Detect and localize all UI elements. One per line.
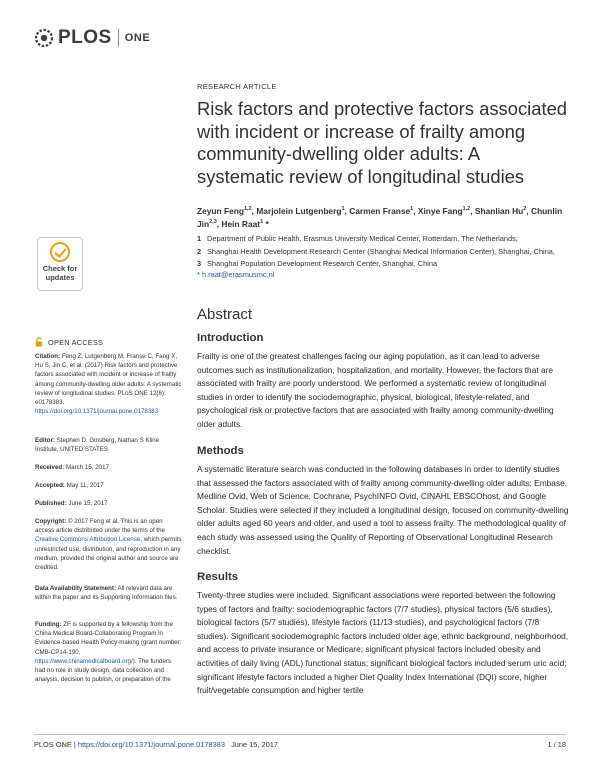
editor-block	[35, 436, 183, 454]
author-name: Shanlian Hu	[474, 205, 524, 216]
availability-label: Data Availability Statement:	[35, 585, 117, 592]
author-affiliation-marker: 1,2	[244, 206, 252, 212]
affiliation-number: 3	[197, 259, 202, 269]
citation-text: Feng Z, Lutgenberg M, Franse C, Fang X, Hu S, Jin C, et al. (2017) Risk factors and protective factors associated with incident or increase of frailty among community-dwelling older adults: A systematic review of longitudinal studies. PLoS ONE 12(6): e0178383.	[35, 353, 182, 407]
author-affiliation-marker: 2,3	[209, 219, 217, 226]
license-link[interactable]: Creative Commons Attribution License	[35, 536, 141, 544]
brand-name: PLOS	[58, 27, 112, 48]
author-separator: ,	[526, 205, 532, 216]
badge-line-1: Check for	[42, 264, 78, 273]
author-list	[197, 204, 569, 231]
funding-block	[35, 620, 183, 684]
email-link[interactable]: h.raat@erasmusmc.nl	[201, 270, 275, 279]
funding-text: ZF is supported by a fellowship from the China Medical Board-Collaborating Program in Evidence-based Health Policy-making (grant number: CMB-CP14-190,	[35, 621, 182, 656]
author-affiliation-marker: 1	[341, 206, 345, 212]
open-access-text: OPEN ACCESS	[48, 337, 104, 347]
funding-link[interactable]: https://www.chinamedicalboard.org/	[35, 657, 133, 665]
methods-text: A systematic literature search was conducted in the following databases in order to identify studies that assessed the factors associated with of frailty among community-dwelling older adults: Embase, Medline Ovid, Web of Science, Cochrane, PsychINFO Ovid, CINAHL EBSCOhost, and Google Scholar. Studies were selected if they included a longitudinal design, focused on community-dwelling older adults aged 60 years and older, and used a tool to assess frailty. The methodological quality of each study was assessed using the Quality of Reporting of Observational Longitudinal Research checklist.	[197, 464, 569, 556]
author-affiliation-marker: 2	[523, 206, 527, 212]
copyright-text: © 2017 Feng et al. This is an open access article distributed under the terms of the	[35, 518, 166, 535]
funding-label: Funding:	[35, 621, 62, 628]
affiliation-item	[197, 246, 569, 259]
footer-date: June 15, 2017	[231, 740, 278, 749]
open-access-label	[35, 337, 183, 347]
author-separator: ,	[251, 205, 257, 216]
availability-text: All relevant data are within the paper and its Supporting Information files.	[35, 585, 178, 602]
data-availability-block	[35, 584, 183, 602]
funding-text-end: ). The funders had no role in study design, data collection and analysis, decision to publish, or preparation of the	[35, 657, 172, 684]
copyright-text-end: , which permits unrestricted use, distribution, and reproduction in any medium, provided the original author and source are credited.	[35, 536, 182, 572]
page-number: 1 / 18	[547, 740, 566, 749]
footer-left	[34, 740, 278, 749]
methods-heading: Methods	[197, 445, 244, 457]
open-lock-icon	[35, 337, 43, 347]
footer-doi-link[interactable]: https://doi.org/10.1371/journal.pone.0178383	[77, 740, 225, 749]
corresponding-email	[197, 270, 569, 279]
article-title: Risk factors and protective factors associated with incident or increase of frailty among community-dwelling older adults: A systematic review of longitudinal studies	[197, 98, 568, 187]
check-for-updates-badge[interactable]	[37, 237, 83, 291]
citation-doi-link[interactable]: https://doi.org/10.1371/journal.pone.0178383	[35, 408, 159, 416]
author-separator: *	[263, 219, 269, 230]
badge-line-2: updates	[45, 272, 75, 282]
author-name: Carmen Franse	[349, 205, 411, 216]
published-date	[35, 499, 183, 508]
introduction-text: Frailty is one of the greatest challenges facing our aging population, as it can lead to adverse outcomes such as institutionalization, hospitalization, and mortality. However, the factors that are associated with frailty are poorly understood. We performed a systematic review of longitudinal studies in order to identify the sociodemographic, physical, biological, lifestyle-related, and psychological risk or protective factors that are associated with frailty among community-dwelling older adults.	[197, 351, 554, 429]
copyright-label: Copyright:	[35, 518, 67, 525]
footer-separator: |	[71, 740, 78, 749]
author-name: Xinye Fang	[417, 205, 463, 216]
affiliation-text: Shanghai Population Development Research Center, Shanghai, China	[207, 259, 438, 269]
accepted-label: Accepted:	[35, 482, 65, 489]
affiliation-item	[197, 258, 569, 271]
affiliation-text: Shanghai Health Development Research Center (Shanghai Medical Information Center), Shanghai, China,	[207, 246, 555, 256]
affiliation-item	[197, 233, 569, 246]
introduction-heading: Introduction	[197, 332, 264, 344]
author-name: Chunlin Jin	[197, 205, 563, 230]
published-value: June 15, 2017	[68, 500, 108, 507]
editor-text: Stephen D. Ginsberg, Nathan S Kline Institute, UNITED STATES	[35, 437, 160, 454]
affiliations	[197, 233, 569, 271]
accepted-value: May 11, 2017	[66, 482, 104, 489]
page-footer	[34, 734, 566, 749]
author-affiliation-marker: 1,2	[462, 206, 471, 212]
author-separator: ,	[216, 219, 222, 230]
affiliation-text: Department of Public Health, Erasmus University Medical Center, Rotterdam, The Netherlands,	[207, 234, 518, 243]
citation-block	[35, 352, 183, 416]
accepted-date	[35, 481, 183, 490]
author-affiliation-marker: 1	[260, 219, 264, 226]
article-type: RESEARCH ARTICLE	[197, 82, 277, 91]
received-label: Received:	[35, 464, 65, 471]
affiliation-number: 2	[197, 246, 202, 256]
editor-label: Editor:	[35, 437, 55, 444]
author-name: Zeyun Feng	[197, 205, 244, 216]
plos-logo	[34, 26, 150, 50]
author-name: Hein Raat	[221, 219, 261, 230]
published-label: Published:	[35, 500, 67, 507]
author-name: Marjolein Lutgenberg	[256, 205, 342, 216]
footer-journal: PLOS ONE	[34, 740, 72, 749]
author-separator: ,	[344, 205, 350, 216]
affiliation-number: 1	[197, 234, 202, 243]
check-updates-icon	[50, 242, 70, 262]
received-value: March 15, 2017	[65, 464, 109, 471]
journal-name: ONE	[124, 32, 151, 44]
citation-label: Citation:	[35, 353, 61, 360]
author-separator: ,	[470, 205, 475, 216]
author-affiliation-marker: 1	[410, 206, 414, 212]
abstract-heading: Abstract	[197, 306, 253, 323]
copyright-block	[35, 517, 183, 572]
received-date	[35, 463, 183, 472]
logo-divider	[118, 29, 119, 47]
results-heading: Results	[197, 571, 239, 583]
plos-mark-icon	[34, 28, 54, 48]
results-text: Twenty-three studies were included. Significant associations were reported between the following types of factors and frailty: sociodemographic factors (7/7 studies), physical factors (5/6 studies), biological factors (5/7 studies), lifestyle factors (11/13 studies), and psychological factors (7/8 studies). Significant sociodemographic factors included older age, ethnic background, neighborhood, and access to private insurance or Medicare; significant physical factors included obesity and activities of daily living (ADL) functional status; significant biological factors included serum uric acid; significant lifestyle factors included a higher Diet Quality Index International (DQI) score, higher fruit/vegetable consumption and higher tertile	[197, 590, 569, 696]
author-separator: ,	[413, 205, 418, 216]
email-marker: *	[197, 270, 200, 279]
